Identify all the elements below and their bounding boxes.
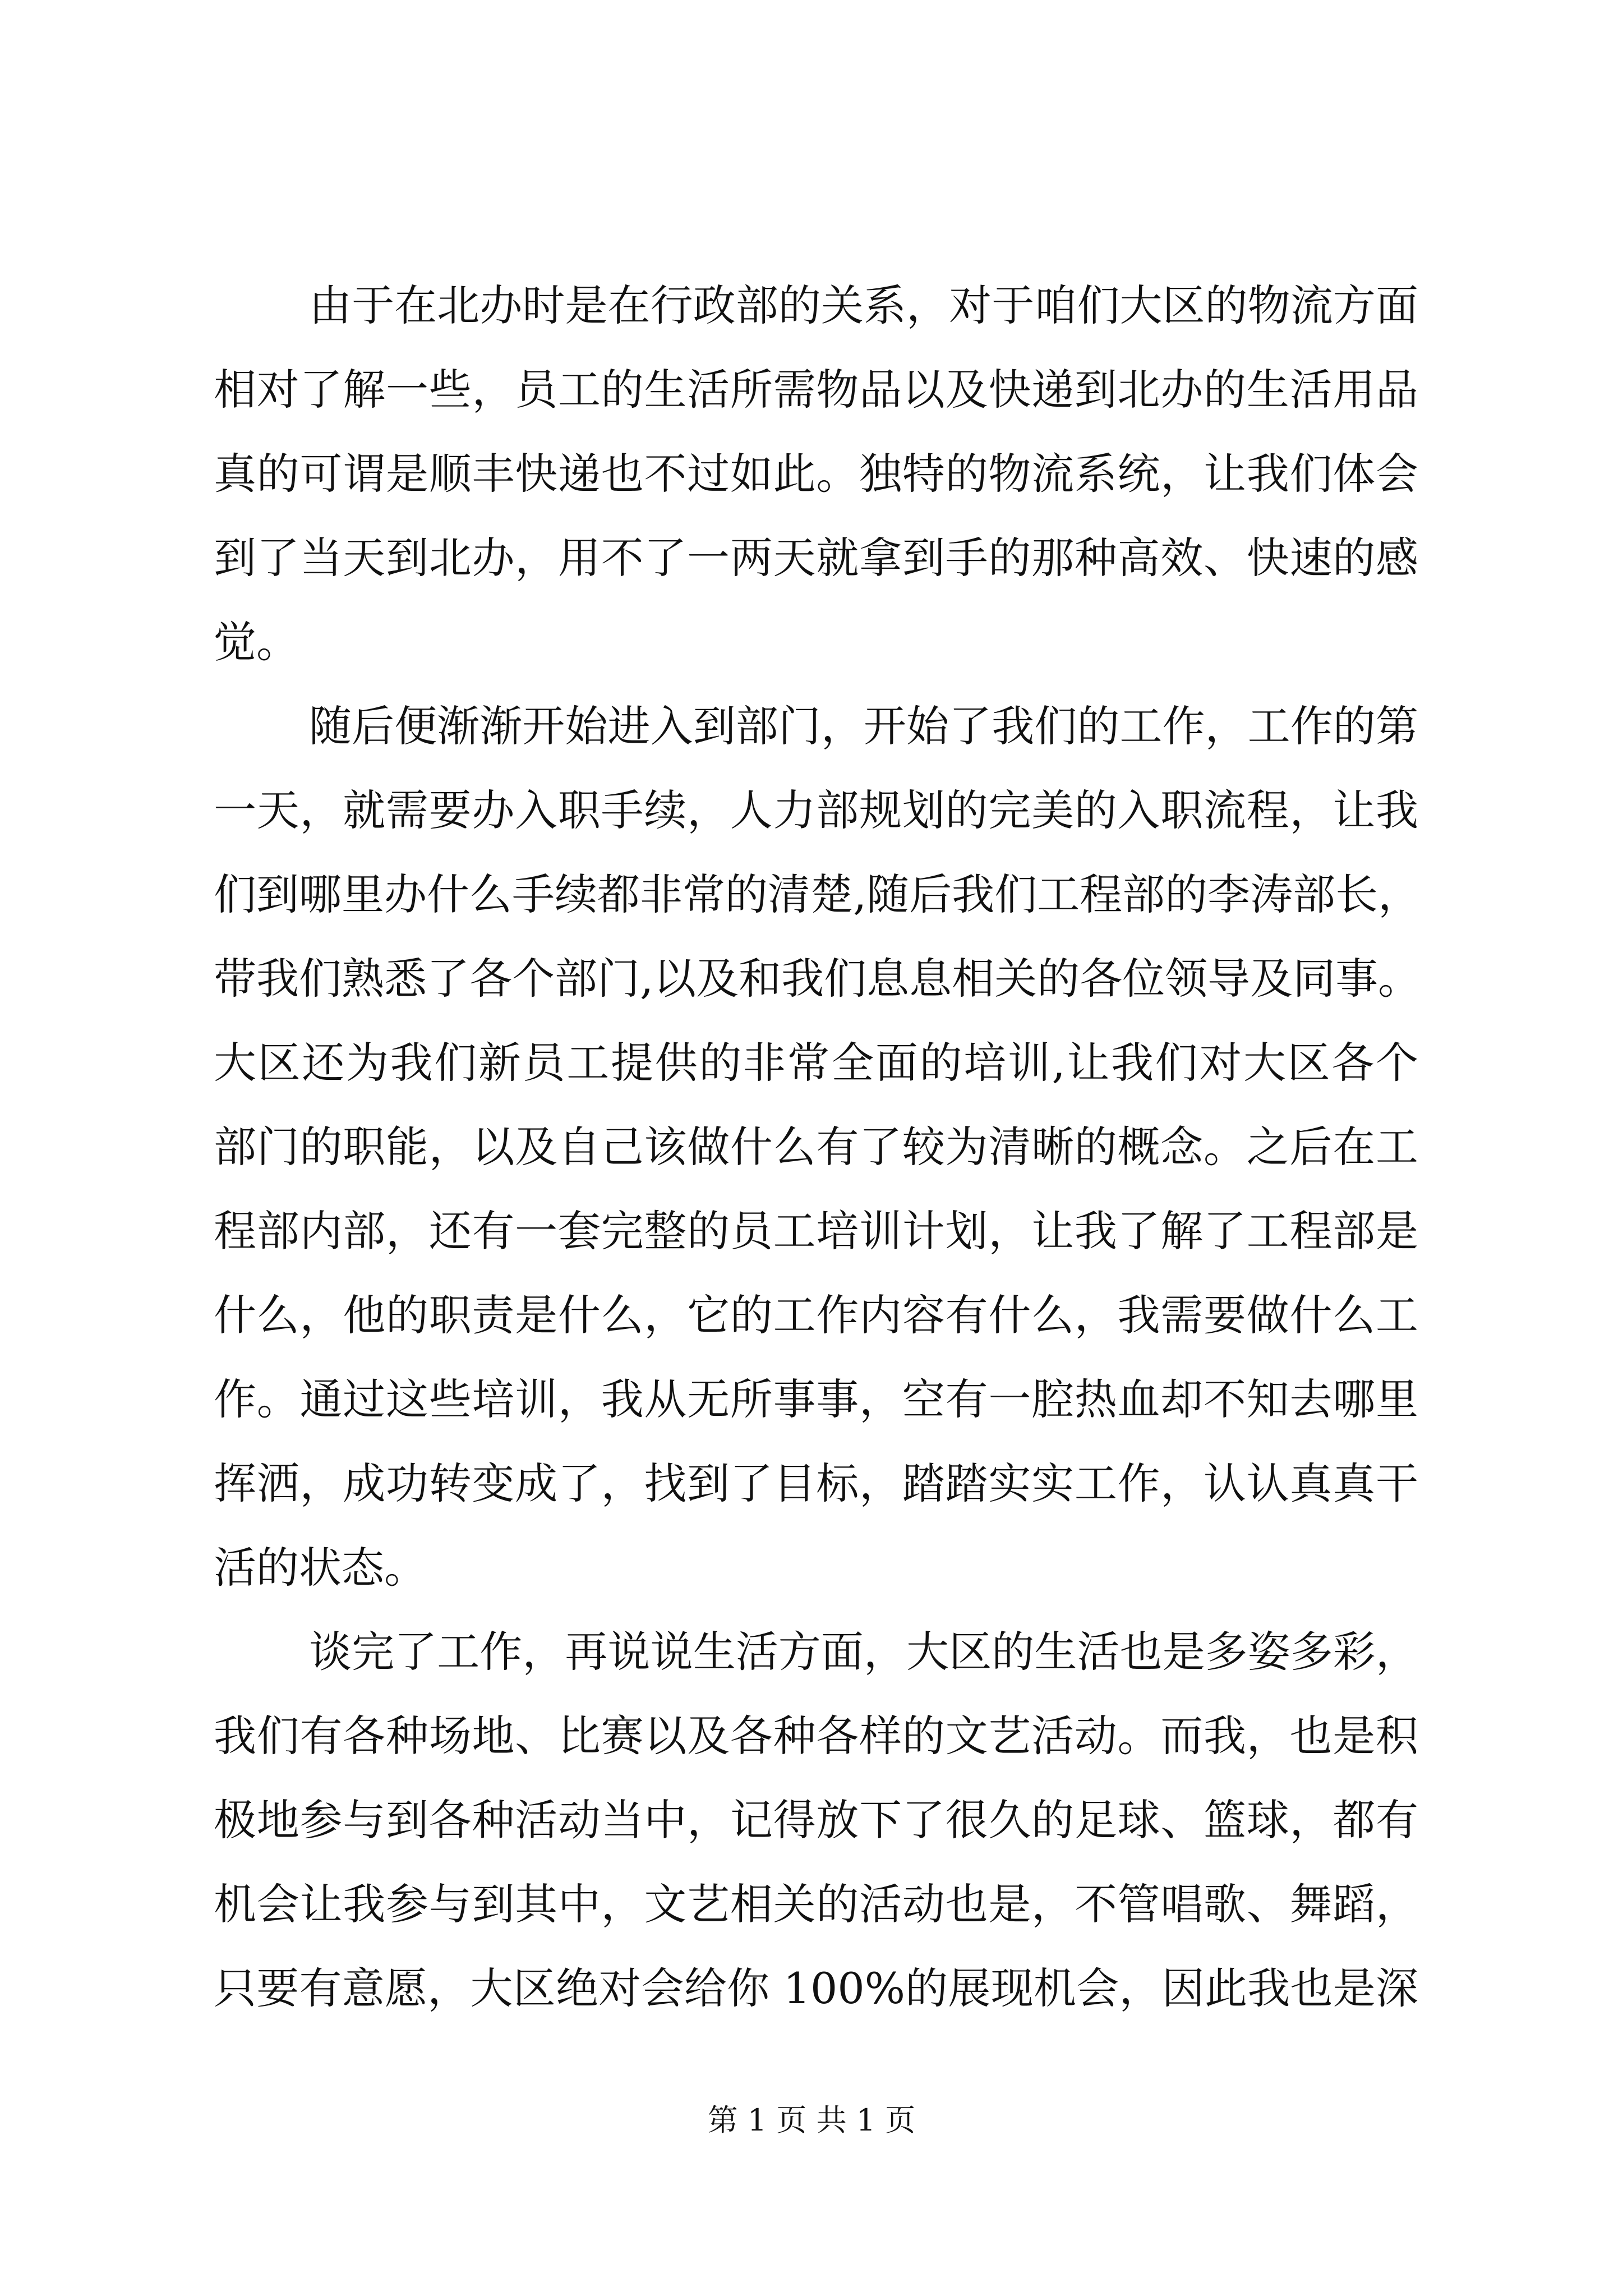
text-line: 部门的职能，以及自己该做什么有了较为清晰的概念。之后在工: [214, 1122, 1418, 1172]
text-line: 作。通过这些培训，我从无所事事，空有一腔热血却不知去哪里: [214, 1374, 1418, 1424]
paragraph-life: [214, 1610, 1418, 2031]
text-line: 挥洒，成功转变成了，找到了目标，踏踏实实工作，认认真真干: [214, 1458, 1418, 1508]
text-line: 由于在北办时是在行政部的关系，对于咱们大区的物流方面: [309, 280, 1418, 330]
paragraph-logistics: [214, 264, 1418, 684]
text-line: 程部内部，还有一套完整的员工培训计划，让我了解了工程部是: [214, 1206, 1418, 1256]
text-line: 谈完了工作，再说说生活方面，大区的生活也是多姿多彩，: [309, 1627, 1418, 1677]
paragraph-onboarding: [214, 684, 1421, 1610]
text-line: 随后便渐渐开始进入到部门，开始了我们的工作，工作的第: [309, 701, 1418, 751]
text-line: 到了当天到北办，用不了一两天就拿到手的那种高效、快速的感: [214, 533, 1418, 583]
text-line: 一天，就需要办入职手续，人力部规划的完美的入职流程，让我: [214, 785, 1418, 835]
text-line: 觉。: [214, 617, 299, 667]
text-line: 我们有各种场地、比赛以及各种各样的文艺活动。而我，也是积: [214, 1711, 1418, 1761]
text-line: 机会让我参与到其中，文艺相关的活动也是，不管唱歌、舞蹈，: [214, 1879, 1418, 1929]
text-line: 活的状态。: [214, 1543, 427, 1593]
page-footer: [0, 2098, 1623, 2143]
text-line: 们到哪里办什么手续都非常的清楚,随后我们工程部的李涛部长，: [214, 869, 1421, 919]
text-line: 大区还为我们新员工提供的非常全面的培训,让我们对大区各个: [214, 1038, 1418, 1088]
document-body: [214, 264, 1421, 2031]
text-line: 真的可谓是顺丰快递也不过如此。独特的物流系统，让我们体会: [214, 449, 1418, 499]
text-line: 带我们熟悉了各个部门,以及和我们息息相关的各位领导及同事。: [214, 954, 1421, 1004]
text-line: 极地参与到各种活动当中，记得放下了很久的足球、篮球，都有: [214, 1795, 1418, 1845]
text-line: 只要有意愿，大区绝对会给你 100%的展现机会，因此我也是深: [214, 1963, 1418, 2013]
page-number-label: 第 1 页 共 1 页: [707, 2102, 916, 2138]
text-line: 什么，他的职责是什么，它的工作内容有什么，我需要做什么工: [214, 1290, 1418, 1340]
text-line: 相对了解一些，员工的生活所需物品以及快递到北办的生活用品: [214, 365, 1418, 415]
